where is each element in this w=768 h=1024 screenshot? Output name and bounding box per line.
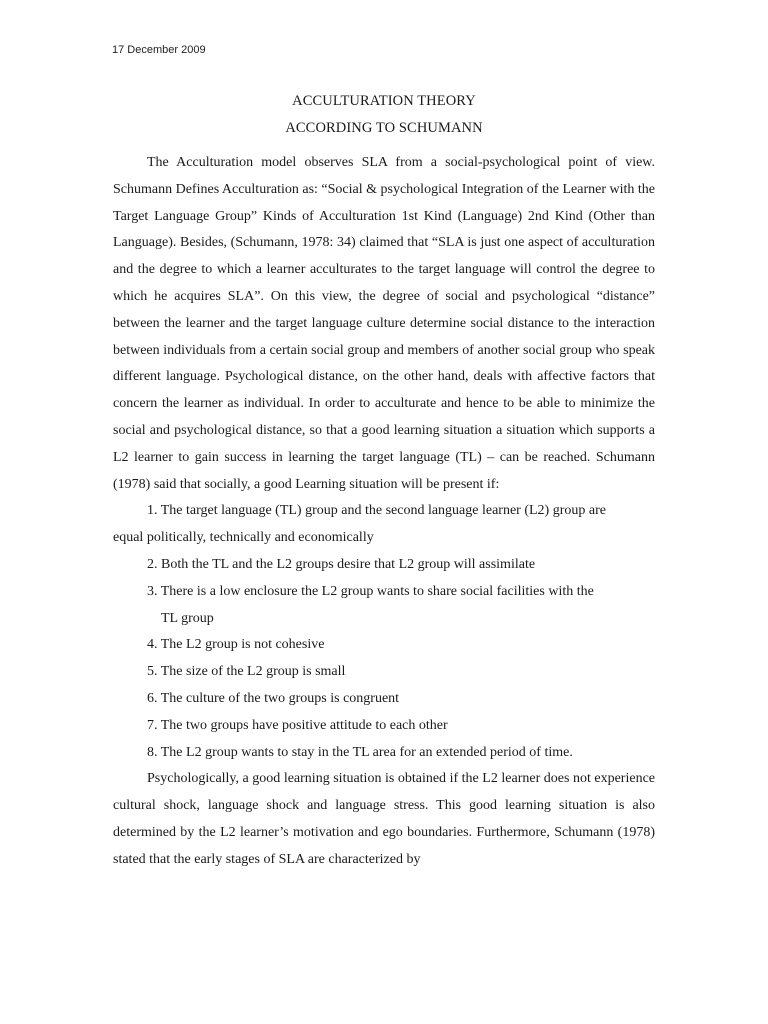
list-item-text: 8. The L2 group wants to stay in the TL area for an extended period of time.	[147, 744, 573, 760]
list-item-text: 2. Both the TL and the L2 groups desire that L2 group will assimilate	[147, 556, 536, 572]
paragraph: Psychologically, a good learning situation is obtained if the L2 learner does not experience cultural shock, language shock and language stress. This good learning situation is also determined by the L2 learner’s motivation and ego boundaries. Furthermore, Schumann (1978) stated that the early stages of SLA are characterized by	[113, 771, 655, 867]
list-item	[113, 740, 655, 767]
document-date: 17 December 2009	[112, 44, 206, 56]
list-item	[113, 579, 655, 633]
list-item-text: 1. The target language (TL) group and the second language learner (L2) group are	[147, 503, 606, 519]
paragraph: The Acculturation model observes SLA from a social-psychological point of view. Schumann Defines Acculturation as: “Social & psychological Integration of the Learner with the Target Language Group” Kinds of Acculturation 1st Kind (Language) 2nd Kind (Other than Language). Besides, (Schumann, 1978: 34) claimed that “SLA is just one aspect of acculturation and the degree to which a learner acculturates to the target language will control the degree to which he acquires SLA”. On this view, the degree of social and psychological “distance” between the learner and the target language culture determine social distance to the interaction between individuals from a certain social group and members of another social group who speak different language. Psychological distance, on the other hand, deals with affective factors that concern the learner as individual. In order to acculturate and hence to be able to minimize the social and psychological distance, so that a good learning situation a situation which supports a L2 learner to gain success in learning the target language (TL) – can be reached. Schumann (1978) said that socially, a good Learning situation will be present if:	[113, 155, 655, 492]
list-item-text: 7. The two groups have positive attitude to each other	[147, 717, 448, 733]
list-item-text: 5. The size of the L2 group is small	[147, 664, 346, 680]
list-item	[113, 632, 655, 659]
list-item	[113, 686, 655, 713]
list-item	[113, 659, 655, 686]
list-item-text: 3. There is a low enclosure the L2 group wants to share social facilities with the	[147, 583, 594, 599]
document-title: ACCULTURATION THEORY	[292, 93, 476, 109]
document-body	[113, 150, 655, 874]
list-item	[113, 498, 655, 552]
list-item-text: 6. The culture of the two groups is congruent	[147, 690, 400, 706]
list-item	[113, 713, 655, 740]
document-subtitle: ACCORDING TO SCHUMANN	[285, 120, 483, 136]
list-item-continuation: TL group	[161, 610, 214, 626]
list-item	[113, 552, 655, 579]
list-item-text: 4. The L2 group is not cohesive	[147, 637, 325, 653]
conditions-list	[113, 498, 655, 766]
list-item-continuation: equal politically, technically and economically	[113, 530, 374, 546]
